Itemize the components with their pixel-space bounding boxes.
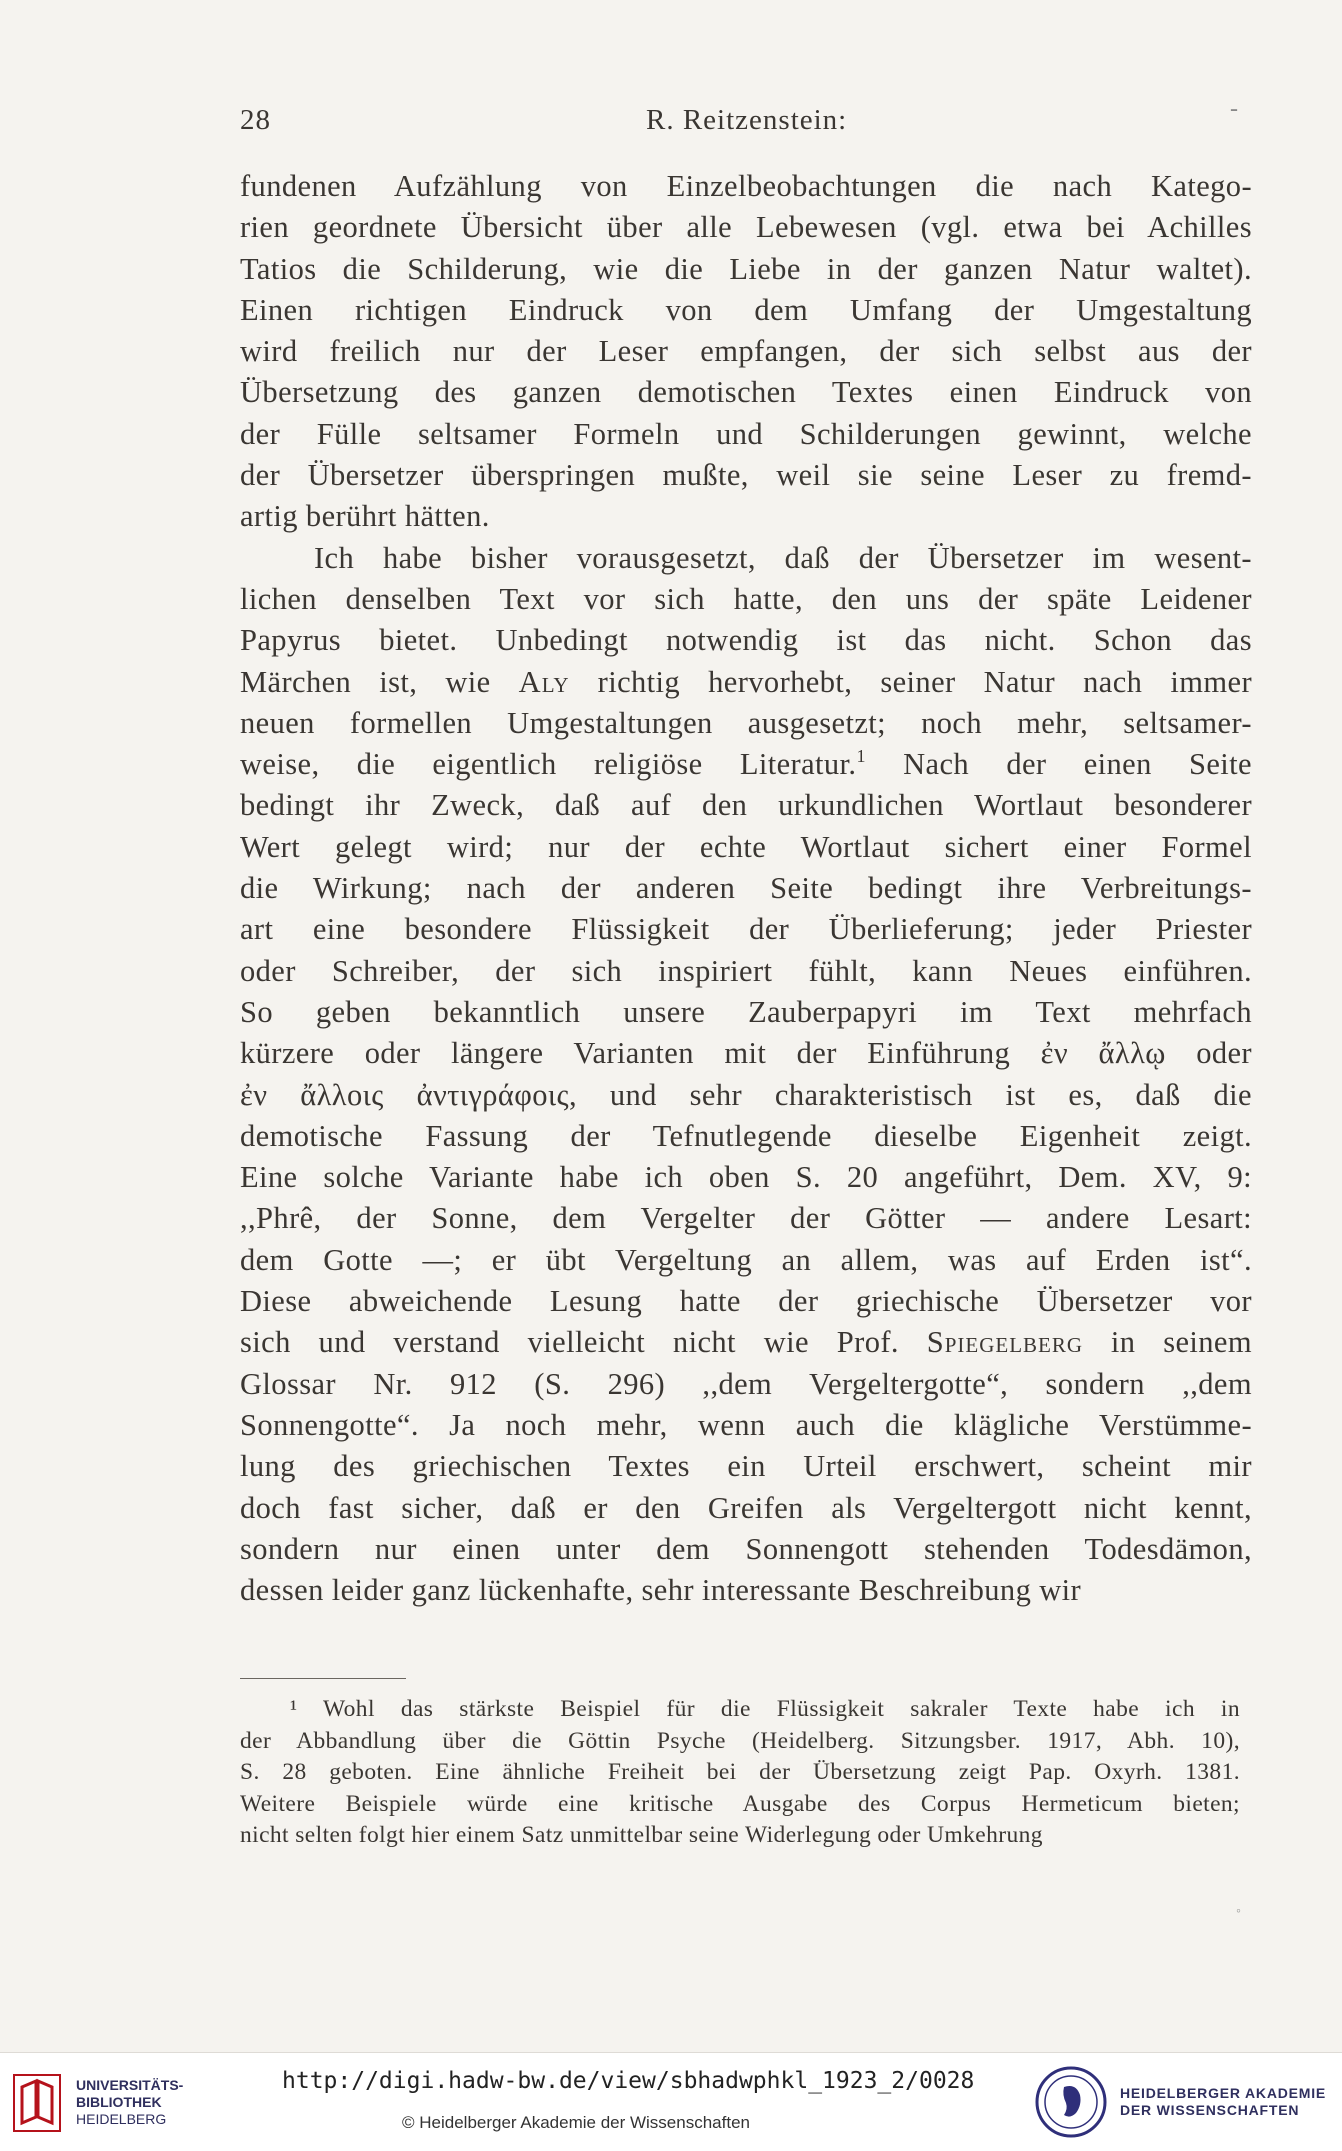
text-line: Übersetzung des ganzen demotischen Textes einen Eindruck von (240, 375, 1252, 410)
hadw-line-2: DER WISSENSCHAFTEN (1120, 2102, 1300, 2118)
text-line: dessen leider ganz lückenhafte, sehr interessante Beschreibung wir (240, 1573, 1082, 1608)
footnote-rule (240, 1678, 406, 1679)
text-line: rien geordnete Übersicht über alle Lebewesen (vgl. etwa bei Achilles (240, 210, 1252, 245)
footnote-line: Weitere Beispiele würde eine kritische Ausgabe des Corpus Hermeticum bieten; (240, 1790, 1240, 1817)
text-line: Diese abweichende Lesung hatte der griechische Übersetzer vor (240, 1284, 1252, 1319)
text-segment: Nach der einen Seite (865, 747, 1252, 782)
stray-mark: ◦ (1236, 1904, 1241, 1919)
text-line: dem Gotte —; er übt Vergeltung an allem, was auf Erden ist“. (240, 1242, 1252, 1277)
page-number: 28 (240, 104, 271, 136)
text-segment: Märchen ist, wie (240, 664, 519, 699)
corner-mark: - (1230, 96, 1239, 122)
permalink-url[interactable]: http://digi.hadw-bw.de/view/sbhadwphkl_1923_2/0028 (282, 2068, 975, 2094)
footnote-line: ¹ Wohl das stärkste Beispiel für die Flüssigkeit sakraler Texte habe ich in (290, 1696, 1240, 1722)
text-line: kürzere oder längere Varianten mit der Einführung ἐν ἄλλῳ oder (240, 1036, 1252, 1071)
text-line: die Wirkung; nach der anderen Seite bedingt ihre Verbreitungs- (240, 871, 1252, 906)
text-segment: richtig hervorhebt, seiner Natur nach immer (569, 664, 1252, 699)
ub-line-2: BIBLIOTHEK (76, 2094, 162, 2110)
ub-line-3: HEIDELBERG (76, 2111, 167, 2127)
text-line: Papyrus bietet. Unbedingt notwendig ist das nicht. Schon das (240, 623, 1252, 658)
text-line: oder Schreiber, der sich inspiriert fühlt, kann Neues einführen. (240, 953, 1252, 988)
academy-seal-icon (1034, 2065, 1108, 2139)
footnote-line: der Abbandlung über die Göttin Psyche (Heidelberg. Sitzungsber. 1917, Abh. 10), (240, 1727, 1240, 1754)
text-line: So geben bekanntlich unsere Zauberpapyri im Text mehrfach (240, 994, 1252, 1029)
author-name-small-caps: Spiegelberg (926, 1325, 1084, 1360)
text-line (240, 662, 1252, 703)
university-library-name (76, 2077, 183, 2128)
text-line: Sonnengotte“. Ja noch mehr, wenn auch die klägliche Verstümme- (240, 1407, 1252, 1442)
text-segment: sich und verstand vielleicht nicht wie Prof. (240, 1325, 927, 1360)
footnote-line: nicht selten folgt hier einem Satz unmittelbar seine Widerlegung oder Umkehrung (240, 1822, 1043, 1849)
author-name-small-caps: Aly (518, 664, 570, 699)
text-line (240, 1322, 1252, 1363)
page-header (240, 96, 1240, 144)
text-line: Ich habe bisher vorausgesetzt, daß der Übersetzer im wesent- (314, 540, 1252, 575)
text-line: Einen richtigen Eindruck von dem Umfang der Umgestaltung (240, 292, 1252, 327)
text-line: neuen formellen Umgestaltungen ausgesetzt; noch mehr, seltsamer- (240, 705, 1252, 740)
text-line: der Übersetzer überspringen mußte, weil sie seine Leser zu fremd- (240, 458, 1252, 493)
text-segment: weise, die eigentlich religiöse Literatur. (240, 747, 857, 782)
body-text (240, 166, 1252, 1611)
academy-name (1120, 2085, 1326, 2119)
running-head: R. Reitzenstein: (646, 104, 848, 136)
ub-line-1: UNIVERSITÄTS- (76, 2077, 184, 2093)
text-line: Tatios die Schilderung, wie die Liebe in der ganzen Natur waltet). (240, 251, 1252, 286)
text-line: sondern nur einen unter dem Sonnengott stehenden Todesdämon, (240, 1531, 1252, 1566)
text-line: demotische Fassung der Tefnutlegende dieselbe Eigenheit zeigt. (240, 1118, 1252, 1153)
text-line: art eine besondere Flüssigkeit der Überlieferung; jeder Priester (240, 912, 1252, 947)
text-line: wird freilich nur der Leser empfangen, der sich selbst aus der (240, 334, 1252, 369)
viewer-footer (0, 2052, 1342, 2151)
text-line (240, 744, 1252, 785)
text-line: doch fast sicher, daß er den Greifen als Vergeltergott nicht kennt, (240, 1490, 1252, 1525)
text-line: Wert gelegt wird; nur der echte Wortlaut sichert einer Formel (240, 829, 1252, 864)
footnote-marker[interactable]: 1 (856, 746, 866, 767)
text-line: ,,Phrê, der Sonne, dem Vergelter der Götter — andere Lesart: (240, 1201, 1252, 1236)
text-line: lung des griechischen Textes ein Urteil erschwert, scheint mir (240, 1449, 1252, 1484)
text-line: der Fülle seltsamer Formeln und Schilderungen gewinnt, welche (240, 416, 1252, 451)
copyright-notice: © Heidelberger Akademie der Wissenschaften (402, 2113, 750, 2132)
footnotes (240, 1694, 1240, 1852)
text-line: ἐν ἄλλοις ἀντιγράφοις, und sehr charakteristisch ist es, daß die (240, 1077, 1252, 1112)
university-library-logo-icon (12, 2073, 62, 2133)
text-line: artig berührt hätten. (240, 499, 490, 534)
hadw-line-1: HEIDELBERGER AKADEMIE (1120, 2085, 1327, 2101)
text-line: fundenen Aufzählung von Einzelbeobachtungen die nach Katego- (240, 169, 1252, 203)
text-line: Eine solche Variante habe ich oben S. 20 angeführt, Dem. XV, 9: (240, 1160, 1252, 1195)
footnote-line: S. 28 geboten. Eine ähnliche Freiheit bei der Übersetzung zeigt Pap. Oxyrh. 1381. (240, 1759, 1240, 1786)
text-line: Glossar Nr. 912 (S. 296) ,,dem Vergeltergotte“, sondern ,,dem (240, 1366, 1252, 1401)
text-line: lichen denselben Text vor sich hatte, den uns der späte Leidener (240, 581, 1252, 616)
text-line: bedingt ihr Zweck, daß auf den urkundlichen Wortlaut besonderer (240, 788, 1252, 823)
text-segment: in seinem (1083, 1325, 1252, 1360)
